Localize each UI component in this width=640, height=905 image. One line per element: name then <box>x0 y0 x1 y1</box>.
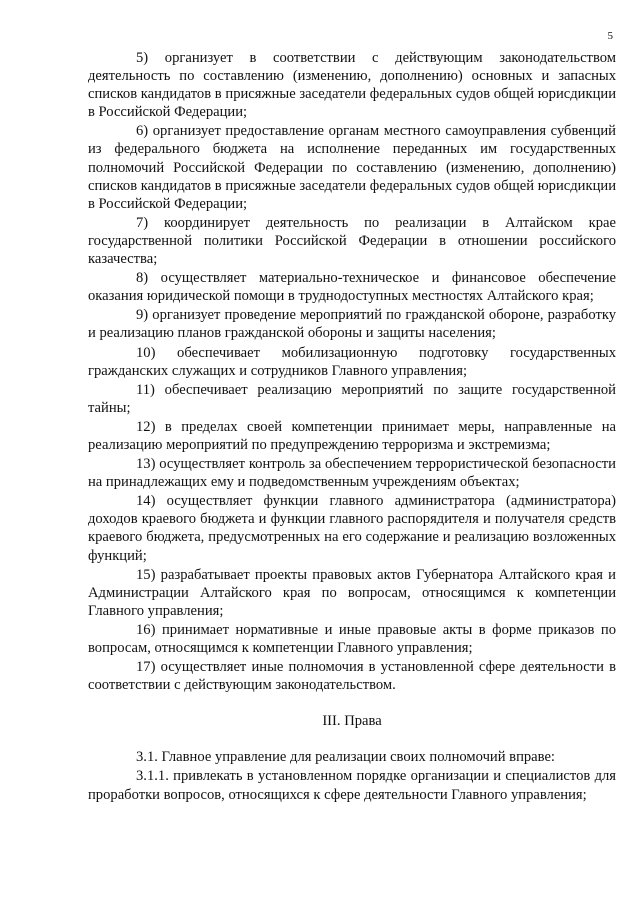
paragraph-item-6: 6) организует предоставление органам местного самоуправления субвенций из федерального бюджета на исполнение переданных им государственных полномочий Российской Федерации по составлению (изменению, дополнению) списков кандидатов в присяжные заседатели федеральных судов общей юрисдикции в Российской Федерации; <box>88 123 616 212</box>
paragraph-item-5: 5) организует в соответствии с действующим законодательством деятельность по составлению (изменению, дополнению) основных и запасных списков кандидатов в присяжные заседатели федеральных судов общей юрисдикции в Российской Федерации; <box>88 50 616 121</box>
paragraph-item-16: 16) принимает нормативные и иные правовые акты в форме приказов по вопросам, относящимся к компетенции Главного управления; <box>88 621 616 656</box>
paragraph-item-14: 14) осуществляет функции главного администратора (администратора) доходов краевого бюджета и функции главного распорядителя и получателя средств краевого бюджета, предусмотренных на его содержание и реализацию возложенных функций; <box>88 493 616 564</box>
paragraph-item-12: 12) в пределах своей компетенции принимает меры, направленные на реализацию мероприятий по предупреждению терроризма и экстремизма; <box>88 418 616 453</box>
section-heading: III. Права <box>322 713 382 730</box>
paragraph-item-11: 11) обеспечивает реализацию мероприятий по защите государственной тайны; <box>88 381 616 416</box>
paragraph-item-10: 10) обеспечивает мобилизационную подготовку государственных гражданских служащих и сотрудников Главного управления; <box>88 344 616 379</box>
paragraph-3-1-1: 3.1.1. привлекать в установленном порядке организации и специалистов для проработки вопросов, относящихся к сфере деятельности Главного управления; <box>88 768 616 803</box>
document-body <box>88 49 616 805</box>
paragraph-item-9: 9) организует проведение мероприятий по гражданской обороне, разработку и реализацию планов гражданской обороны и защиты населения; <box>88 307 616 342</box>
paragraph-item-7: 7) координирует деятельность по реализации в Алтайском крае государственной политики Российской Федерации в отношении российского казачества; <box>88 214 616 268</box>
page-number: 5 <box>607 30 613 42</box>
paragraph-item-8: 8) осуществляет материально-техническое и финансовое обеспечение оказания юридической помощи в труднодоступных местностях Алтайского края; <box>88 270 616 305</box>
paragraph-item-13: 13) осуществляет контроль за обеспечением террористической безопасности на принадлежащих ему и подведомственным учреждениям объектах; <box>88 456 616 491</box>
paragraph-3-1: 3.1. Главное управление для реализации своих полномочий вправе: <box>136 749 555 766</box>
paragraph-item-17: 17) осуществляет иные полномочия в установленной сфере деятельности в соответствии с действующим законодательством. <box>88 659 616 694</box>
paragraph-item-15: 15) разрабатывает проекты правовых актов Губернатора Алтайского края и Администрации Алтайского края по вопросам, относящимся к компетенции Главного управления; <box>88 566 616 619</box>
